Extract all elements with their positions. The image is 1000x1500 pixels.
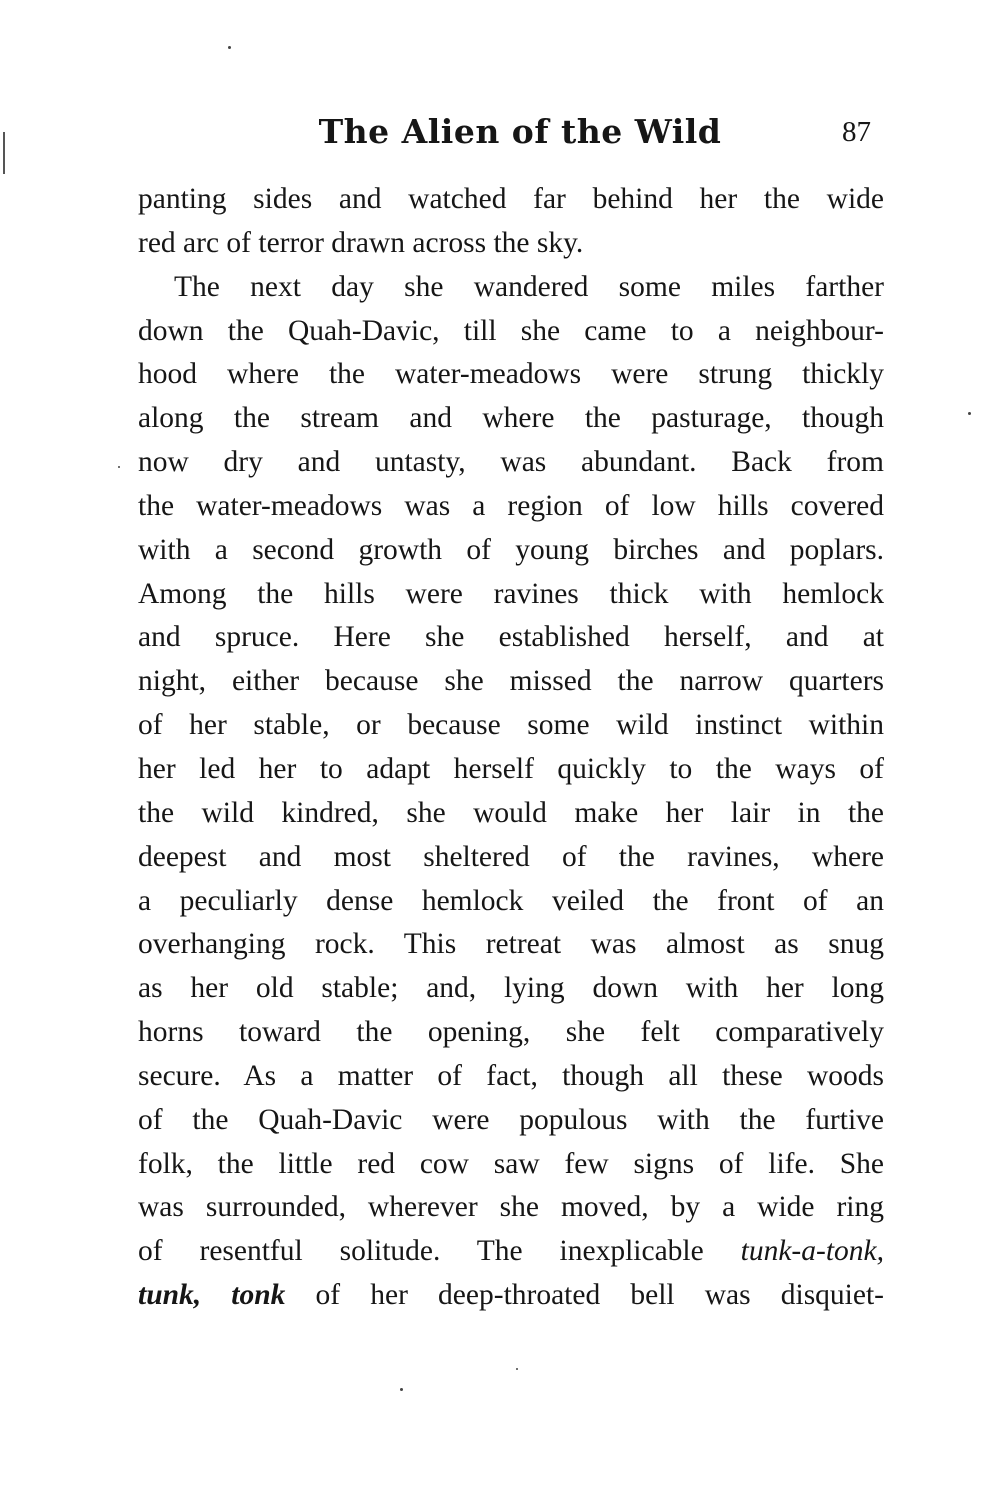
italic-phrase: tunk-a-tonk,	[740, 1235, 884, 1268]
running-title: The Alien of the Wild	[318, 112, 722, 151]
text-line: of her stable, or because some wild instinct within	[138, 709, 884, 742]
text-line: Among the hills were ravines thick with hemlock	[138, 577, 884, 610]
text-line: now dry and untasty, was abundant. Back from	[138, 446, 884, 479]
speck-bottom-1	[400, 1388, 403, 1391]
italic-phrase: tunk, tonk	[138, 1279, 286, 1312]
text-line: her led her to adapt herself quickly to the ways of	[138, 752, 884, 785]
text-line: hood where the water-meadows were strung thickly	[138, 358, 884, 391]
text-line: down the Quah-Davic, till she came to a neighbour-	[138, 314, 884, 347]
text-line: panting sides and watched far behind her the wide	[138, 183, 884, 215]
text-line: folk, the little red cow saw few signs of life. She	[138, 1147, 884, 1180]
text-line: and spruce. Here she established herself, and at	[138, 621, 884, 654]
text-line: overhanging rock. This retreat was almost as snug	[138, 928, 884, 961]
speck-right	[968, 412, 971, 415]
text-line: horns toward the opening, she felt comparatively	[138, 1016, 884, 1049]
text-span: of her deep-throated bell was disquiet-	[315, 1279, 884, 1312]
speck-bottom-2	[516, 1368, 518, 1370]
text-line	[138, 1274, 884, 1318]
text-line: as her old stable; and, lying down with her long	[138, 972, 884, 1005]
text-line: secure. As a matter of fact, though all these woods	[138, 1059, 884, 1092]
text-line: with a second growth of young birches and poplars.	[138, 533, 884, 566]
body-text	[138, 178, 884, 1318]
speck-left	[118, 466, 120, 468]
text-line: of the Quah-Davic were populous with the furtive	[138, 1103, 884, 1136]
text-line: The next day she wandered some miles farther	[174, 270, 884, 303]
text-line: a peculiarly dense hemlock veiled the front of an	[138, 884, 884, 917]
text-line: the water-meadows was a region of low hills covered	[138, 489, 884, 522]
text-line: night, either because she missed the narrow quarters	[138, 665, 884, 698]
text-span: of resentful solitude. The inexplicable	[138, 1235, 704, 1268]
text-line: the wild kindred, she would make her lair in the	[138, 796, 884, 829]
page-header	[0, 108, 1000, 156]
page-number: 87	[842, 116, 871, 148]
text-line: was surrounded, wherever she moved, by a wide ring	[138, 1191, 884, 1224]
text-line: along the stream and where the pasturage, though	[138, 402, 884, 435]
text-line	[138, 1230, 884, 1274]
text-line: deepest and most sheltered of the ravines, where	[138, 840, 884, 873]
speck-top	[228, 46, 231, 49]
text-line: red arc of terror drawn across the sky.	[138, 226, 584, 259]
